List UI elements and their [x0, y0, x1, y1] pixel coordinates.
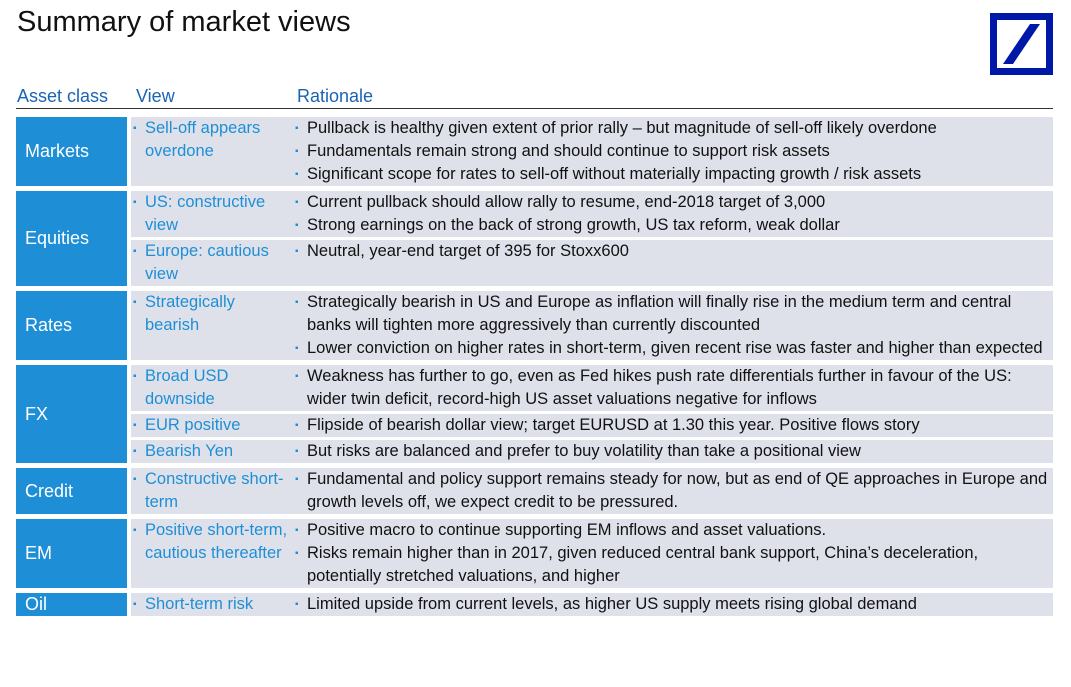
deutsche-bank-logo-icon — [990, 13, 1053, 75]
view-item — [133, 593, 290, 616]
rationale-text: Limited upside from current levels, as higher US supply meets rising global demand — [307, 595, 917, 613]
view-text: Bearish Yen — [145, 442, 234, 460]
square-bullet-icon: ▪ — [133, 474, 137, 485]
square-bullet-icon: ▪ — [133, 197, 137, 208]
square-bullet-icon: ▪ — [133, 246, 137, 257]
view-cell — [131, 414, 290, 437]
square-bullet-icon: ▪ — [295, 297, 299, 308]
view-row — [131, 593, 1053, 616]
header-divider — [16, 108, 1053, 109]
square-bullet-icon: ▪ — [295, 548, 299, 559]
view-row — [131, 414, 1053, 437]
view-text: US: constructive view — [145, 193, 266, 234]
rationale-item — [295, 542, 1053, 588]
square-bullet-icon: ▪ — [295, 246, 299, 257]
header-view: View — [136, 86, 175, 106]
rationale-text: Lower conviction on higher rates in short-term, given recent rise was faster and higher than expected — [307, 339, 1043, 357]
rationale-item — [295, 214, 1053, 237]
rationale-text: Strategically bearish in US and Europe as inflation will finally rise in the medium term and central banks will tighten more aggressively than currently discounted — [307, 293, 1012, 334]
square-bullet-icon: ▪ — [133, 371, 137, 382]
view-text: Broad USD downside — [145, 367, 229, 408]
asset-views — [131, 191, 1053, 286]
view-cell — [131, 191, 290, 237]
square-bullet-icon: ▪ — [133, 525, 137, 536]
view-row — [131, 365, 1053, 411]
rationale-text: Weakness has further to go, even as Fed hikes push rate differentials further in favour of the US: wider twin deficit, record-high US asset valuations negative for inflows — [307, 367, 1012, 408]
square-bullet-icon: ▪ — [133, 123, 137, 134]
asset-views — [131, 365, 1053, 463]
rationale-item — [295, 414, 1053, 437]
asset-class-label: Equities — [16, 191, 127, 286]
square-bullet-icon: ▪ — [133, 297, 137, 308]
view-cell — [131, 519, 290, 588]
square-bullet-icon: ▪ — [133, 599, 137, 610]
rationale-cell — [290, 117, 1053, 186]
view-text: Constructive short-term — [145, 470, 284, 511]
view-text: Short-term risk — [145, 595, 254, 613]
square-bullet-icon: ▪ — [295, 446, 299, 457]
page-title: Summary of market views — [17, 6, 351, 38]
logo-slash-icon — [997, 20, 1046, 68]
square-bullet-icon: ▪ — [133, 446, 137, 457]
rationale-cell — [290, 240, 1053, 286]
rationale-text: Significant scope for rates to sell-off without materially impacting growth / risk assets — [307, 165, 922, 183]
asset-views — [131, 468, 1053, 514]
rationale-text: Risks remain higher than in 2017, given reduced central bank support, China’s deceleration, potentially stretched valuations, and higher — [307, 544, 979, 585]
rationale-item — [295, 519, 1053, 542]
square-bullet-icon: ▪ — [295, 169, 299, 180]
rationale-item — [295, 240, 1053, 263]
view-item — [133, 468, 290, 514]
view-row — [131, 191, 1053, 237]
market-views-table — [16, 117, 1053, 621]
view-cell — [131, 240, 290, 286]
asset-row-oil — [16, 593, 1053, 616]
view-cell — [131, 365, 290, 411]
view-row — [131, 440, 1053, 463]
rationale-cell — [290, 414, 1053, 437]
asset-row-credit — [16, 468, 1053, 514]
rationale-item — [295, 593, 1053, 616]
square-bullet-icon: ▪ — [295, 371, 299, 382]
asset-row-rates — [16, 291, 1053, 360]
rationale-item — [295, 440, 1053, 463]
view-text: EUR positive — [145, 416, 241, 434]
rationale-item — [295, 117, 1053, 140]
rationale-cell — [290, 291, 1053, 360]
view-cell — [131, 468, 290, 514]
header-asset-class: Asset class — [17, 86, 109, 106]
header-rationale: Rationale — [297, 86, 374, 106]
square-bullet-icon: ▪ — [295, 146, 299, 157]
rationale-text: Strong earnings on the back of strong growth, US tax reform, weak dollar — [307, 216, 840, 234]
rationale-text: Neutral, year-end target of 395 for Stoxx600 — [307, 242, 629, 260]
asset-class-label: EM — [16, 519, 127, 588]
square-bullet-icon: ▪ — [295, 220, 299, 231]
rationale-text: But risks are balanced and prefer to buy volatility than take a positional view — [307, 442, 861, 460]
asset-views — [131, 291, 1053, 360]
rationale-item — [295, 191, 1053, 214]
rationale-item — [295, 365, 1053, 411]
view-row — [131, 291, 1053, 360]
rationale-item — [295, 337, 1053, 360]
view-item — [133, 240, 290, 286]
rationale-item — [295, 140, 1053, 163]
asset-views — [131, 593, 1053, 616]
square-bullet-icon: ▪ — [295, 599, 299, 610]
view-item — [133, 414, 290, 437]
asset-row-equities — [16, 191, 1053, 286]
square-bullet-icon: ▪ — [295, 197, 299, 208]
rationale-text: Current pullback should allow rally to resume, end-2018 target of 3,000 — [307, 193, 826, 211]
view-cell — [131, 291, 290, 360]
asset-class-label: Credit — [16, 468, 127, 514]
view-item — [133, 365, 290, 411]
asset-class-label: FX — [16, 365, 127, 463]
rationale-cell — [290, 593, 1053, 616]
view-text: Sell-off appears overdone — [145, 119, 261, 160]
square-bullet-icon: ▪ — [295, 420, 299, 431]
view-item — [133, 291, 290, 337]
view-text: Positive short-term, cautious thereafter — [145, 521, 288, 562]
square-bullet-icon: ▪ — [295, 474, 299, 485]
rationale-cell — [290, 440, 1053, 463]
rationale-text: Fundamentals remain strong and should continue to support risk assets — [307, 142, 830, 160]
asset-class-label: Markets — [16, 117, 127, 186]
view-cell — [131, 440, 290, 463]
view-item — [133, 117, 290, 163]
rationale-cell — [290, 191, 1053, 237]
view-item — [133, 191, 290, 237]
view-text: Strategically bearish — [145, 293, 235, 334]
view-row — [131, 519, 1053, 588]
view-item — [133, 440, 290, 463]
asset-row-markets — [16, 117, 1053, 186]
view-row — [131, 468, 1053, 514]
asset-row-em — [16, 519, 1053, 588]
rationale-item — [295, 468, 1053, 514]
square-bullet-icon: ▪ — [295, 123, 299, 134]
asset-row-fx — [16, 365, 1053, 463]
view-text: Europe: cautious view — [145, 242, 269, 283]
square-bullet-icon: ▪ — [295, 525, 299, 536]
rationale-item — [295, 291, 1053, 337]
view-cell — [131, 117, 290, 186]
rationale-cell — [290, 519, 1053, 588]
asset-class-label: Rates — [16, 291, 127, 360]
view-row — [131, 117, 1053, 186]
square-bullet-icon: ▪ — [133, 420, 137, 431]
rationale-text: Fundamental and policy support remains steady for now, but as end of QE approaches in Europe and growth levels off, we expect credit to be pressured. — [307, 470, 1048, 511]
rationale-cell — [290, 468, 1053, 514]
asset-class-label: Oil — [16, 593, 127, 616]
view-item — [133, 519, 290, 565]
asset-views — [131, 117, 1053, 186]
rationale-text: Pullback is healthy given extent of prior rally – but magnitude of sell-off likely overdone — [307, 119, 937, 137]
view-row — [131, 240, 1053, 286]
asset-views — [131, 519, 1053, 588]
rationale-text: Positive macro to continue supporting EM inflows and asset valuations. — [307, 521, 827, 539]
square-bullet-icon: ▪ — [295, 343, 299, 354]
rationale-item — [295, 163, 1053, 186]
view-cell — [131, 593, 290, 616]
rationale-cell — [290, 365, 1053, 411]
rationale-text: Flipside of bearish dollar view; target EURUSD at 1.30 this year. Positive flows story — [307, 416, 920, 434]
